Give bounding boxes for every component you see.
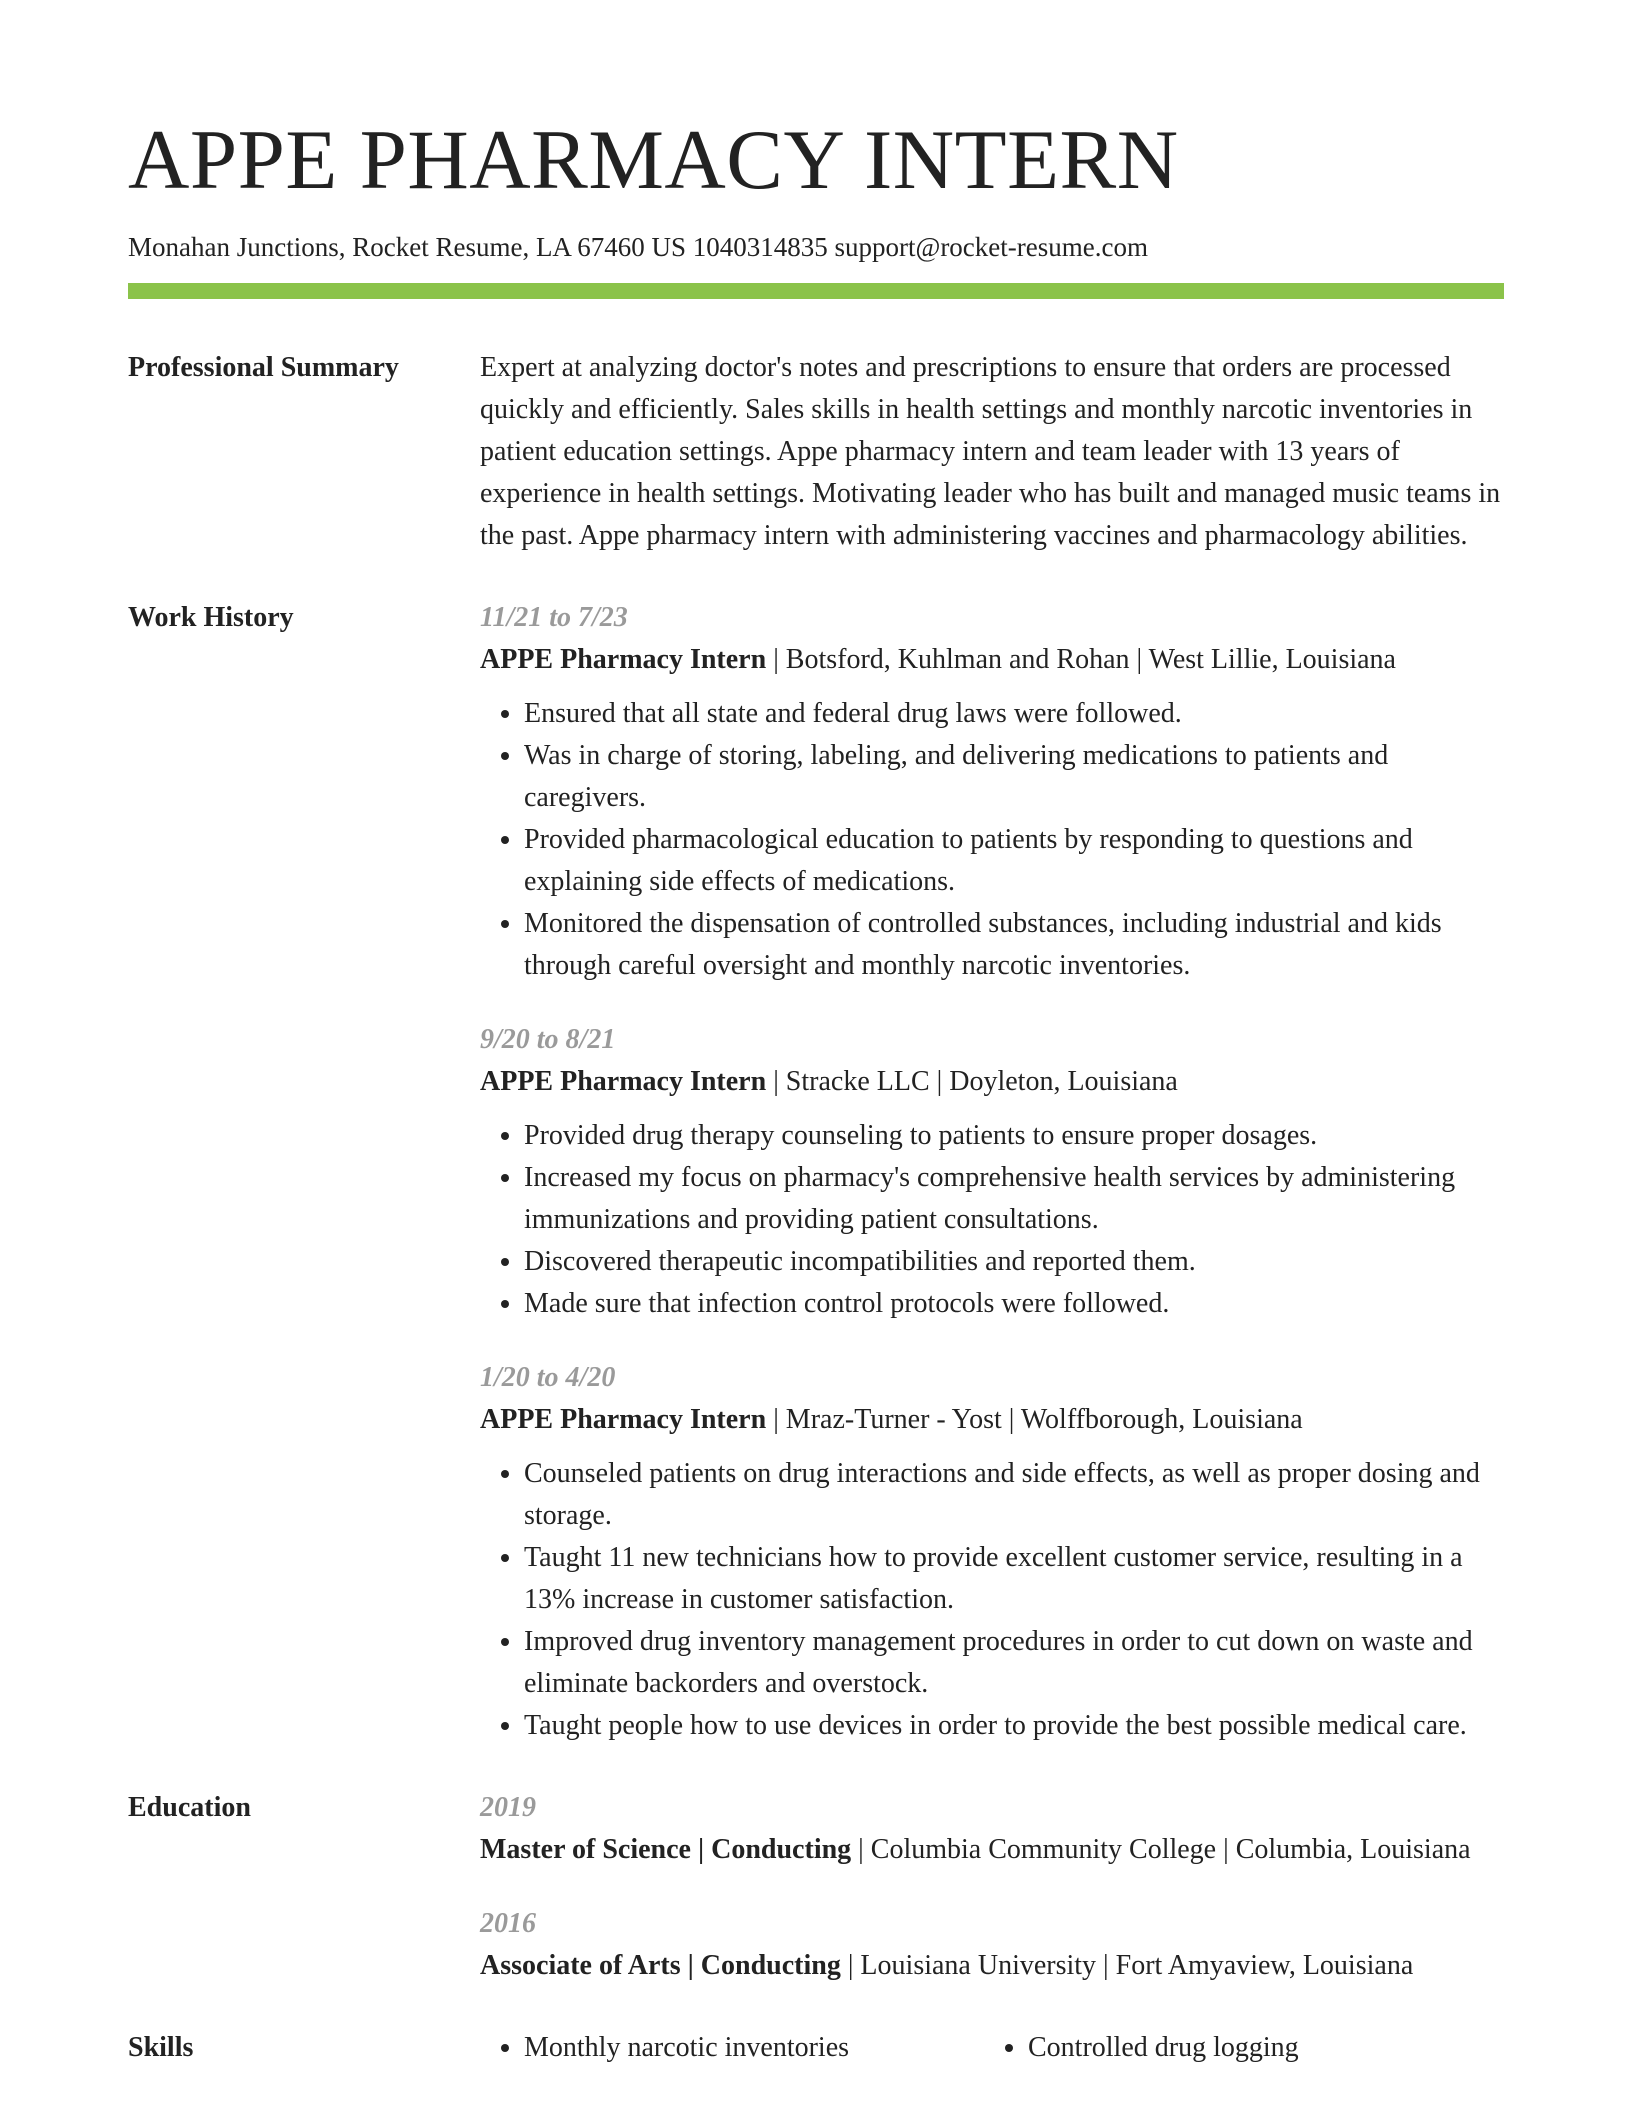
job-title: APPE Pharmacy Intern: [480, 1404, 767, 1436]
job-bullet: • Discovered therapeutic incompatibilities and reported them.: [524, 1241, 1504, 1283]
skill-item: • Monthly narcotic inventories: [524, 2027, 984, 2069]
education-school-location: | Columbia Community College | Columbia, Louisiana: [851, 1834, 1471, 1866]
job-bullet: • Provided drug therapy counseling to patients to ensure proper dosages.: [524, 1115, 1504, 1157]
job-employer-location: | Mraz-Turner - Yost | Wolffborough, Louisiana: [766, 1404, 1303, 1436]
job-bullets: [480, 693, 1504, 987]
job-dates: 11/21 to 7/23: [480, 602, 628, 634]
job-bullet: • Taught 11 new technicians how to provide excellent customer service, resulting in a 13% increase in customer satisfaction.: [524, 1537, 1504, 1621]
work-history-body: [480, 597, 1504, 1747]
job-bullet: • Provided pharmacological education to patients by responding to questions and explaining side effects of medications.: [524, 819, 1504, 903]
education-entry: [480, 1903, 1504, 1987]
section-label-skills: Skills: [128, 2032, 194, 2064]
job-bullet: • Ensured that all state and federal drug laws were followed.: [524, 693, 1504, 735]
job-employer-location: | Botsford, Kuhlman and Rohan | West Lillie, Louisiana: [766, 644, 1396, 676]
summary-section: [128, 347, 1504, 557]
job-heading: [480, 1399, 1504, 1441]
section-label-summary: Professional Summary: [128, 352, 399, 384]
job-heading: [480, 1061, 1504, 1103]
section-label-education: Education: [128, 1792, 251, 1824]
education-entry: [480, 1787, 1504, 1871]
skills-body: [480, 2027, 1504, 2069]
skills-grid: [480, 2027, 1504, 2069]
section-label-work: Work History: [128, 602, 294, 634]
job-bullet: • Made sure that infection control protocols were followed.: [524, 1283, 1504, 1325]
job-dates: 1/20 to 4/20: [480, 1362, 616, 1394]
education-school-location: | Louisiana University | Fort Amyaview, Louisiana: [840, 1950, 1414, 1982]
education-section: [128, 1787, 1504, 1987]
education-body: [480, 1787, 1504, 1987]
education-year: 2016: [480, 1908, 536, 1940]
education-year: 2019: [480, 1792, 536, 1824]
header-divider: [128, 283, 1504, 299]
job-bullet: • Taught people how to use devices in order to provide the best possible medical care.: [524, 1705, 1504, 1747]
job-heading: [480, 639, 1504, 681]
job-entry: [480, 597, 1504, 987]
education-degree: Master of Science | Conducting: [480, 1834, 852, 1866]
job-entry: [480, 1357, 1504, 1747]
job-title: APPE Pharmacy Intern: [480, 644, 767, 676]
skill-item: • Controlled drug logging: [1028, 2027, 1504, 2069]
job-bullet: • Counseled patients on drug interactions and side effects, as well as proper dosing and storage.: [524, 1453, 1504, 1537]
skills-column: [480, 2027, 984, 2069]
summary-text: Expert at analyzing doctor's notes and prescriptions to ensure that orders are processed quickly and efficiently. Sales skills in health settings and monthly narcotic inventories in patient education settings. Appe pharmacy intern and team leader with 13 years of experience in health settings. Motivating leader who has built and managed music teams in the past. Appe pharmacy intern with administering vaccines and pharmacology abilities.: [480, 352, 1501, 552]
job-employer-location: | Stracke LLC | Doyleton, Louisiana: [766, 1066, 1178, 1098]
skills-column: [984, 2027, 1504, 2069]
job-entry: [480, 1019, 1504, 1325]
job-bullets: [480, 1115, 1504, 1325]
job-title: APPE Pharmacy Intern: [480, 1066, 767, 1098]
work-history-section: [128, 597, 1504, 1747]
education-heading: [480, 1945, 1504, 1987]
education-degree: Associate of Arts | Conducting: [480, 1950, 841, 1982]
contact-line: Monahan Junctions, Rocket Resume, LA 67460 US 1040314835 support@rocket-resume.com: [128, 232, 1148, 262]
job-bullets: [480, 1453, 1504, 1747]
resume-name: APPE PHARMACY INTERN: [128, 113, 1179, 207]
education-heading: [480, 1829, 1504, 1871]
job-bullet: • Improved drug inventory management procedures in order to cut down on waste and eliminate backorders and overstock.: [524, 1621, 1504, 1705]
job-bullet: • Was in charge of storing, labeling, and delivering medications to patients and caregivers.: [524, 735, 1504, 819]
job-dates: 9/20 to 8/21: [480, 1024, 616, 1056]
skills-section: [128, 2027, 1504, 2069]
job-bullet: • Monitored the dispensation of controlled substances, including industrial and kids through careful oversight and monthly narcotic inventories.: [524, 903, 1504, 987]
job-bullet: • Increased my focus on pharmacy's comprehensive health services by administering immunizations and providing patient consultations.: [524, 1157, 1504, 1241]
